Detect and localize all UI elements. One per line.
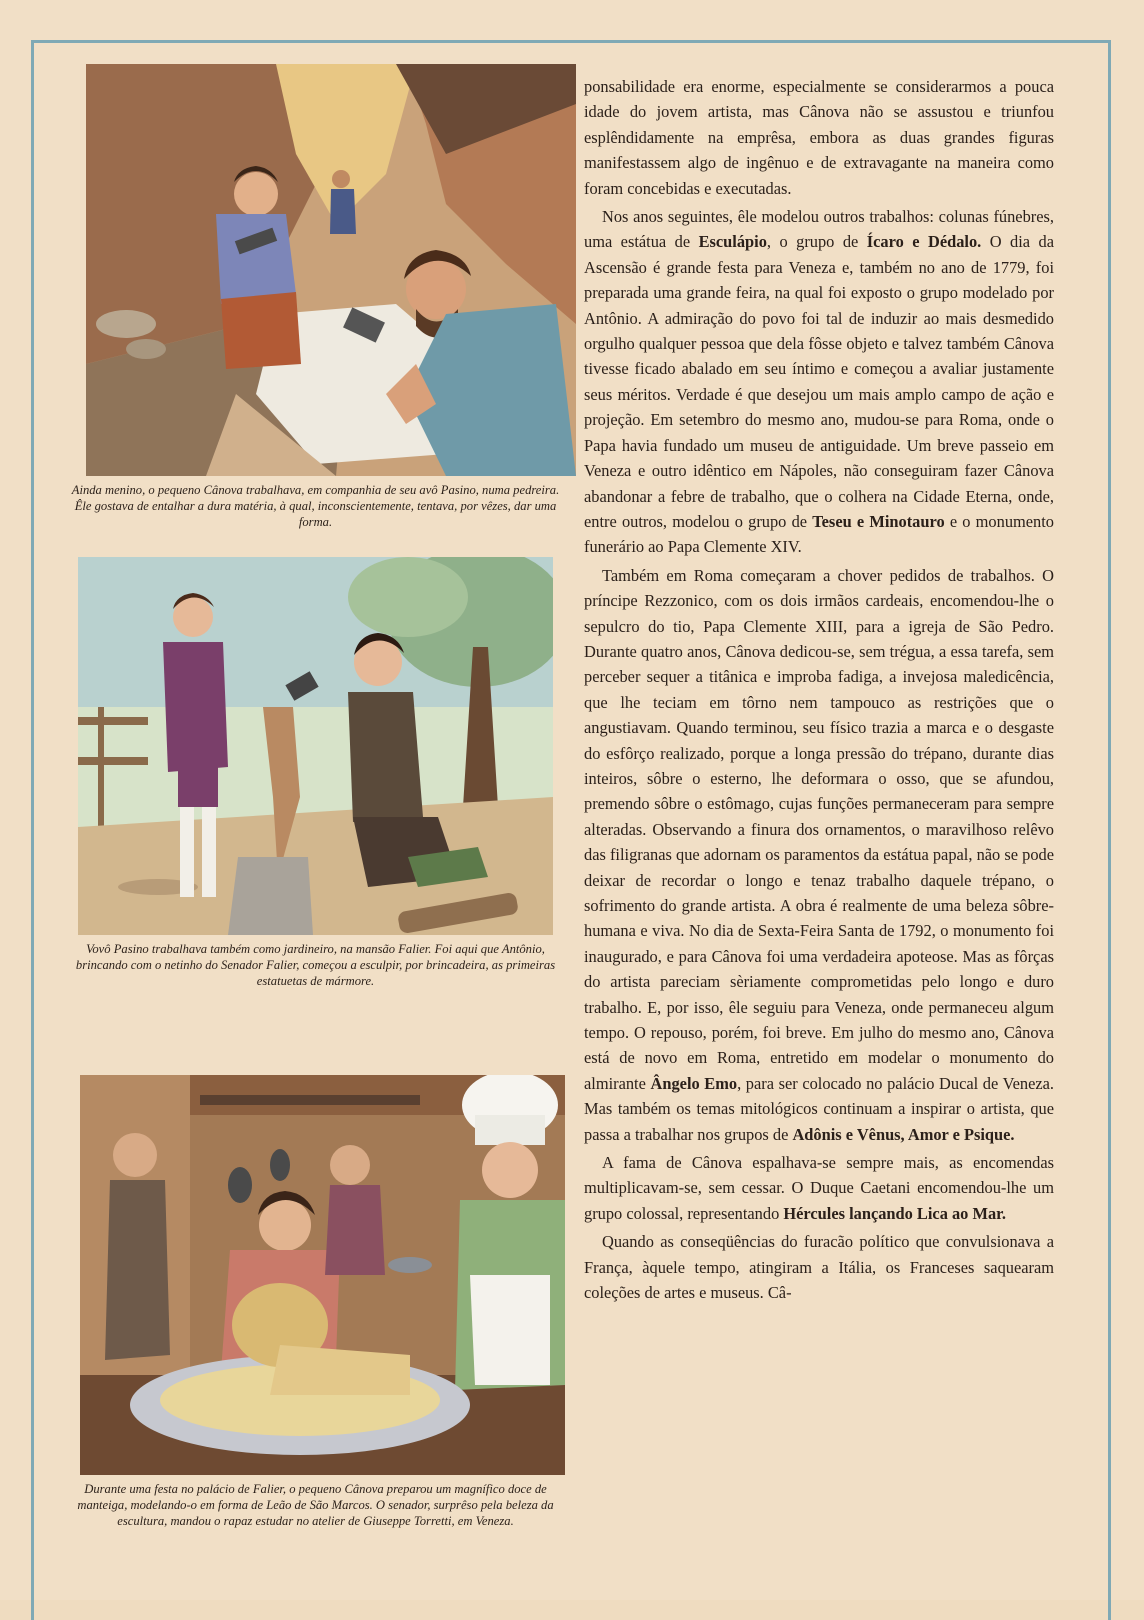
bold-work-title: Ícaro e Dédalo.: [866, 232, 982, 252]
text-span: Nos anos seguintes, êle modelou outros trabalhos: colunas fúnebres, uma estátua de: [584, 207, 1054, 252]
illustration-garden: [78, 557, 553, 935]
text-span: A fama de Cânova espalhava-se sempre mais, as encomendas multiplicavam-se, sem cessar. O Duque Caetani encomendou-lhe um grupo colossal, representando: [584, 1153, 1054, 1223]
caption-quarry: Ainda menino, o pequeno Cânova trabalhava, em companhia de seu avô Pasino, numa pedreira. Êle gostava de entalhar a dura matéria, à qual, inconscientemente, tentava, por vêzes, dar uma forma.: [71, 483, 560, 529]
caption-garden: Vovô Pasino trabalhava também como jardineiro, na mansão Falier. Foi aqui que Antônio, brincando com o netinho do Senador Falier, começou a esculpir, por brincadeira, as primeiras estatuetas de mármore.: [75, 942, 556, 988]
article-text: [584, 74, 1054, 1600]
bold-work-title: Teseu e Minotauro: [812, 511, 945, 531]
text-span: Também em Roma começaram a chover pedidos de trabalhos. O príncipe Rezzonico, com os dois irmãos cardeais, encomendou-lhe o sepulcro do tio, Papa Clemente XIII, para a igreja de São Pedro. Durante quatro anos, Cânova dedicou-se, sem trégua, a essa tarefa, sem perceber sequer a titânica e improba fadiga, a invejosa maledicência, que lhe teciam em tôrno nem tampouco as restrições que o angustiavam. Quando terminou, seu físico trazia a marca e o desgaste do esfôrço realizado, porque a longa pressão do trépano, durante dias inteiros, sôbre o esterno, lhe deformara o osso, que se afundou, premendo sôbre o estômago, cujas funções permaneceram para sempre alteradas. Observando a finura dos ornamentos, o maravilhoso relêvo das filigranas que adornam os paramentos da estátua papal, não se pode deixar de recordar o longo e tenaz trabalho daquele trépano, o sofrimento do grande artista. A obra é realmente de uma beleza sôbre-humana e viva. No dia de Sexta-Feira Santa de 1792, o monumento foi inaugurado, e para Cânova foi uma verdadeira apoteose. Mas as fôrças do artista pareciam sèriamente comprometidas pelo longo e duro trabalho. E, por isso, êle seguiu para Veneza, onde permaneceu algum tempo. O repouso, porém, foi breve. Em julho do mesmo ano, Cânova está de novo em Roma, entretido em modelar o monumento do almirante: [584, 565, 1054, 1093]
caption-kitchen: Durante uma festa no palácio de Falier, o pequeno Cânova preparou um magnífico doce de manteiga, modelando-o em forma de Leão de São Marcos. O senador, surprêso pela beleza da escultura, mandou o rapaz estudar no atelier de Giuseppe Torretti, em Veneza.: [77, 1482, 554, 1528]
illustration-quarry: [86, 64, 576, 476]
illustration-column: [58, 60, 573, 1600]
text-span: , para ser colocado no palácio Ducal de Veneza. Mas também os temas mitológicos continuam a inspirar o artista, que passa a trabalhar nos grupos de: [584, 1073, 1054, 1144]
bold-work-title: Hércules lançando Lica ao Mar.: [783, 1203, 1007, 1223]
illustration-kitchen: [80, 1075, 565, 1475]
text-span: , o grupo de: [766, 232, 867, 252]
paragraph-3: [584, 563, 1054, 1147]
paragraph-4: [584, 1150, 1054, 1226]
figure-kitchen: [58, 1075, 573, 1529]
text-span: e o monumento funerário ao Papa Clemente XIV.: [584, 511, 1054, 557]
bold-work-title: Esculápio: [698, 232, 767, 252]
paragraph-5: Quando as conseqüências do furacão político que convulsionava a França, àquele tempo, atingiram a Itália, os Franceses saquearam coleções de artes e museus. Câ-: [584, 1232, 1054, 1303]
text-span: O dia da Ascensão é grande festa para Veneza e, também no ano de 1779, foi preparada uma grande feira, na qual foi exposto o grupo modelado por Antônio. A admiração do povo foi tal de induzir ao mais desmedido orgulho qualquer pessoa que dela fôsse objeto e talvez também Cânova tivesse ficado abalado em seu íntimo e começou a avaliar justamente seus méritos. Verdade é que desejou um mais amplo campo de ação e projeção. Em setembro do mesmo ano, mudou-se para Roma, onde o Papa havia fundado um museu de antiguidade. Um breve passeio em Veneza e outro idêntico em Nápoles, não conseguiram fazer Cânova abandonar a febre de trabalho, que o colhera na Cidade Eterna, onde, entre outros, modelou o grupo de: [584, 232, 1054, 531]
paragraph-1: ponsabilidade era enorme, especialmente se considerarmos a pouca idade do jovem artista, mas Cânova não se assustou e triunfou esplêndidamente na emprêsa, embora as duas grandes figuras manifestassem algo de ingênuo e de extravagante na maneira como foram concebidas e executadas.: [584, 77, 1054, 198]
figure-quarry: [58, 64, 573, 530]
bold-work-title: Ângelo Emo: [650, 1073, 738, 1093]
paragraph-2: [584, 204, 1054, 560]
figure-garden: [58, 557, 573, 989]
bold-work-title: Adônis e Vênus, Amor e Psique.: [792, 1124, 1015, 1144]
